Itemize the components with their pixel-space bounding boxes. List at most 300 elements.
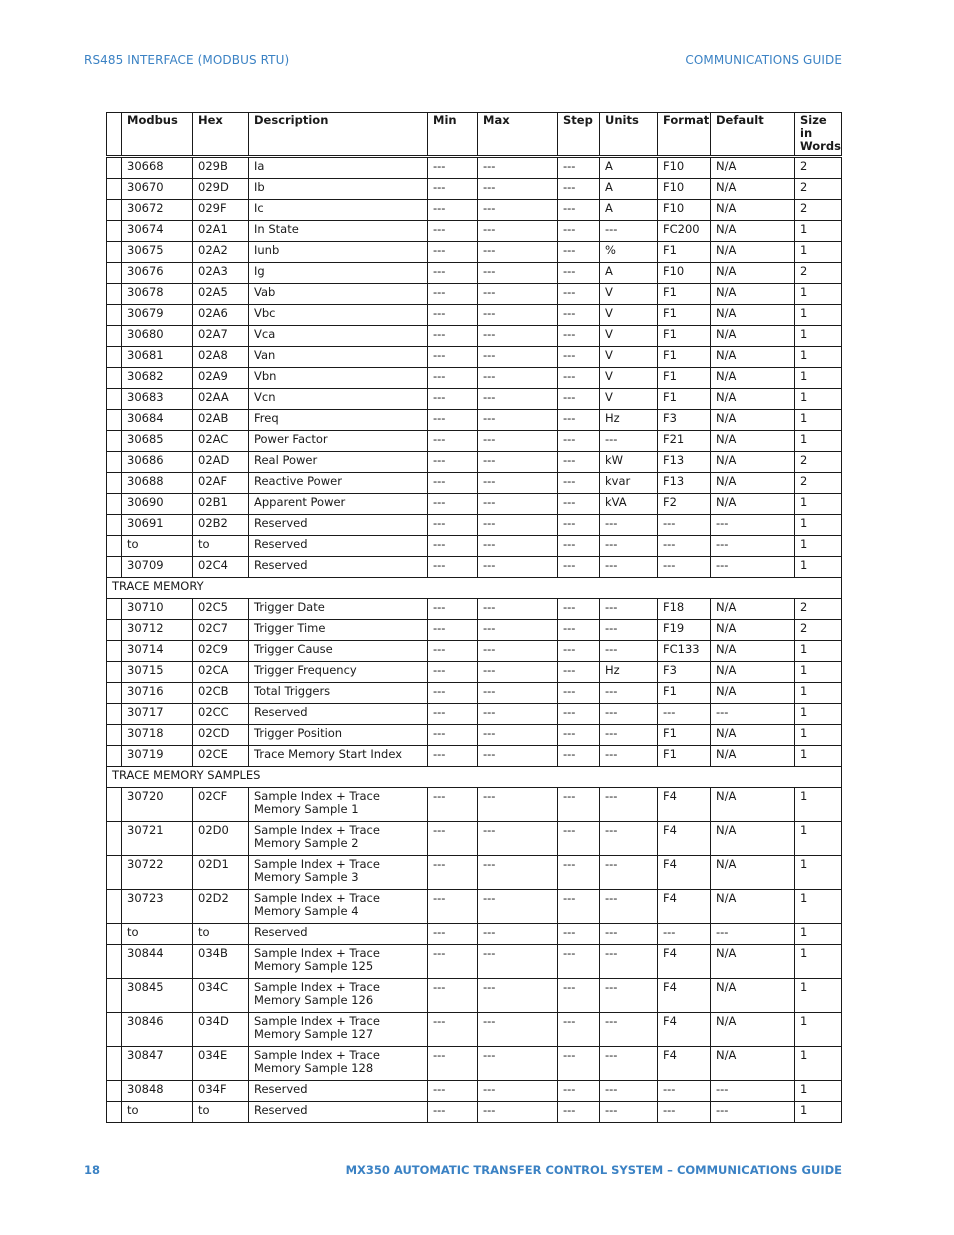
cell-modbus: 30685 [122, 431, 193, 452]
cell-format: F4 [658, 1013, 711, 1047]
cell-size-in-words: 1 [795, 347, 842, 368]
cell-step: --- [558, 179, 600, 200]
col-header-description: Description [249, 113, 428, 157]
cell-modbus: 30683 [122, 389, 193, 410]
cell-format: F1 [658, 368, 711, 389]
cell-format: F1 [658, 347, 711, 368]
cell-description: Reserved [249, 1081, 428, 1102]
row-gutter [107, 890, 122, 924]
cell-min: --- [428, 704, 478, 725]
cell-max: --- [478, 890, 558, 924]
cell-hex: 02A7 [193, 326, 249, 347]
cell-size-in-words: 1 [795, 683, 842, 704]
cell-modbus: 30844 [122, 945, 193, 979]
row-gutter [107, 494, 122, 515]
cell-size-in-words: 1 [795, 890, 842, 924]
cell-size-in-words: 1 [795, 1013, 842, 1047]
cell-default: N/A [711, 890, 795, 924]
cell-hex: 02B2 [193, 515, 249, 536]
cell-units: --- [600, 890, 658, 924]
cell-modbus: 30846 [122, 1013, 193, 1047]
cell-size-in-words: 1 [795, 746, 842, 767]
cell-min: --- [428, 641, 478, 662]
row-gutter [107, 242, 122, 263]
col-header-hex: Hex [193, 113, 249, 157]
cell-hex: 02CE [193, 746, 249, 767]
cell-modbus: 30714 [122, 641, 193, 662]
cell-default: N/A [711, 389, 795, 410]
cell-default: N/A [711, 856, 795, 890]
cell-min: --- [428, 410, 478, 431]
cell-units: V [600, 284, 658, 305]
cell-max: --- [478, 494, 558, 515]
cell-min: --- [428, 856, 478, 890]
cell-default: N/A [711, 945, 795, 979]
cell-max: --- [478, 725, 558, 746]
cell-size-in-words: 2 [795, 263, 842, 284]
cell-max: --- [478, 368, 558, 389]
cell-min: --- [428, 452, 478, 473]
cell-default: N/A [711, 599, 795, 620]
cell-step: --- [558, 200, 600, 221]
table-row [107, 347, 842, 368]
cell-format: FC133 [658, 641, 711, 662]
cell-units: A [600, 263, 658, 284]
table-row [107, 599, 842, 620]
cell-min: --- [428, 431, 478, 452]
cell-default: N/A [711, 746, 795, 767]
cell-hex: 034C [193, 979, 249, 1013]
cell-min: --- [428, 1013, 478, 1047]
cell-min: --- [428, 683, 478, 704]
table-row [107, 452, 842, 473]
cell-min: --- [428, 263, 478, 284]
cell-step: --- [558, 979, 600, 1013]
cell-step: --- [558, 1047, 600, 1081]
cell-min: --- [428, 1081, 478, 1102]
table-row [107, 221, 842, 242]
cell-min: --- [428, 924, 478, 945]
section-row [107, 578, 842, 599]
cell-default: N/A [711, 473, 795, 494]
cell-step: --- [558, 704, 600, 725]
cell-format: F1 [658, 242, 711, 263]
cell-default: N/A [711, 822, 795, 856]
page-number: 18 [84, 1163, 101, 1177]
cell-modbus: 30678 [122, 284, 193, 305]
cell-default: --- [711, 1102, 795, 1123]
cell-size-in-words: 1 [795, 410, 842, 431]
cell-min: --- [428, 979, 478, 1013]
cell-default: N/A [711, 368, 795, 389]
cell-description: Ib [249, 179, 428, 200]
cell-step: --- [558, 1081, 600, 1102]
cell-format: --- [658, 557, 711, 578]
cell-max: --- [478, 683, 558, 704]
cell-size-in-words: 2 [795, 599, 842, 620]
cell-min: --- [428, 200, 478, 221]
cell-step: --- [558, 662, 600, 683]
cell-units: --- [600, 536, 658, 557]
cell-hex: 02D0 [193, 822, 249, 856]
table-row [107, 788, 842, 822]
col-header-min: Min [428, 113, 478, 157]
row-gutter [107, 704, 122, 725]
cell-format: F4 [658, 890, 711, 924]
cell-modbus: 30684 [122, 410, 193, 431]
cell-max: --- [478, 599, 558, 620]
cell-hex: 02CA [193, 662, 249, 683]
cell-default: N/A [711, 200, 795, 221]
cell-format: F18 [658, 599, 711, 620]
cell-format: F1 [658, 683, 711, 704]
cell-step: --- [558, 1013, 600, 1047]
cell-hex: 02C4 [193, 557, 249, 578]
cell-hex: 02A3 [193, 263, 249, 284]
row-gutter [107, 788, 122, 822]
table-row [107, 410, 842, 431]
cell-max: --- [478, 515, 558, 536]
cell-size-in-words: 1 [795, 1047, 842, 1081]
cell-step: --- [558, 557, 600, 578]
cell-default: --- [711, 557, 795, 578]
section-row [107, 767, 842, 788]
cell-description: In State [249, 221, 428, 242]
cell-hex: 02CB [193, 683, 249, 704]
col-header-max: Max [478, 113, 558, 157]
col-header-size-in-words: Size in Words [795, 113, 842, 157]
cell-modbus: 30676 [122, 263, 193, 284]
cell-hex: to [193, 536, 249, 557]
cell-units: --- [600, 641, 658, 662]
cell-modbus: 30672 [122, 200, 193, 221]
cell-size-in-words: 1 [795, 641, 842, 662]
cell-modbus: 30712 [122, 620, 193, 641]
row-gutter [107, 620, 122, 641]
cell-units: V [600, 305, 658, 326]
table-row [107, 856, 842, 890]
section-label: TRACE MEMORY [107, 578, 842, 599]
cell-default: N/A [711, 1013, 795, 1047]
table-row [107, 746, 842, 767]
table-row [107, 326, 842, 347]
cell-modbus: 30686 [122, 452, 193, 473]
cell-description: Sample Index + Trace Memory Sample 2 [249, 822, 428, 856]
cell-units: --- [600, 683, 658, 704]
cell-min: --- [428, 347, 478, 368]
section-label: TRACE MEMORY SAMPLES [107, 767, 842, 788]
cell-default: N/A [711, 641, 795, 662]
cell-description: Sample Index + Trace Memory Sample 3 [249, 856, 428, 890]
cell-description: Power Factor [249, 431, 428, 452]
cell-hex: 029F [193, 200, 249, 221]
cell-hex: 02B1 [193, 494, 249, 515]
row-gutter [107, 641, 122, 662]
row-gutter [107, 557, 122, 578]
table-row [107, 683, 842, 704]
cell-modbus: 30675 [122, 242, 193, 263]
cell-units: --- [600, 945, 658, 979]
cell-step: --- [558, 389, 600, 410]
cell-format: F3 [658, 410, 711, 431]
cell-modbus: to [122, 536, 193, 557]
cell-units: % [600, 242, 658, 263]
footer-title: MX350 AUTOMATIC TRANSFER CONTROL SYSTEM – COMMUNICATIONS GUIDE [345, 1163, 842, 1177]
cell-size-in-words: 2 [795, 620, 842, 641]
row-gutter [107, 515, 122, 536]
cell-default: --- [711, 924, 795, 945]
cell-min: --- [428, 557, 478, 578]
cell-default: N/A [711, 620, 795, 641]
cell-description: Sample Index + Trace Memory Sample 1 [249, 788, 428, 822]
cell-default: N/A [711, 788, 795, 822]
cell-min: --- [428, 945, 478, 979]
cell-description: Vbn [249, 368, 428, 389]
cell-default: N/A [711, 410, 795, 431]
cell-format: F1 [658, 746, 711, 767]
row-gutter [107, 746, 122, 767]
cell-modbus: 30670 [122, 179, 193, 200]
cell-units: --- [600, 746, 658, 767]
cell-max: --- [478, 473, 558, 494]
table-row [107, 725, 842, 746]
cell-min: --- [428, 284, 478, 305]
cell-default: N/A [711, 242, 795, 263]
cell-max: --- [478, 1047, 558, 1081]
cell-max: --- [478, 979, 558, 1013]
row-gutter [107, 157, 122, 179]
row-gutter [107, 662, 122, 683]
cell-step: --- [558, 924, 600, 945]
row-gutter [107, 856, 122, 890]
col-header-step: Step [558, 113, 600, 157]
cell-min: --- [428, 221, 478, 242]
row-gutter [107, 1047, 122, 1081]
cell-format: --- [658, 924, 711, 945]
row-gutter [107, 822, 122, 856]
cell-format: F4 [658, 979, 711, 1013]
cell-max: --- [478, 410, 558, 431]
cell-hex: 034F [193, 1081, 249, 1102]
cell-description: Reserved [249, 515, 428, 536]
cell-step: --- [558, 368, 600, 389]
cell-description: Sample Index + Trace Memory Sample 128 [249, 1047, 428, 1081]
cell-description: Total Triggers [249, 683, 428, 704]
cell-description: Trigger Time [249, 620, 428, 641]
cell-default: N/A [711, 263, 795, 284]
cell-modbus: 30710 [122, 599, 193, 620]
cell-hex: 02C7 [193, 620, 249, 641]
cell-description: Vcn [249, 389, 428, 410]
cell-modbus: 30720 [122, 788, 193, 822]
cell-description: Freq [249, 410, 428, 431]
cell-min: --- [428, 890, 478, 924]
row-gutter [107, 536, 122, 557]
cell-hex: 02CD [193, 725, 249, 746]
cell-step: --- [558, 725, 600, 746]
cell-size-in-words: 1 [795, 788, 842, 822]
row-gutter [107, 326, 122, 347]
cell-max: --- [478, 284, 558, 305]
cell-units: --- [600, 1102, 658, 1123]
cell-description: Trigger Position [249, 725, 428, 746]
cell-units: A [600, 200, 658, 221]
cell-format: FC200 [658, 221, 711, 242]
cell-format: F10 [658, 200, 711, 221]
table-row [107, 1013, 842, 1047]
cell-description: Sample Index + Trace Memory Sample 4 [249, 890, 428, 924]
cell-size-in-words: 1 [795, 924, 842, 945]
cell-description: Trigger Frequency [249, 662, 428, 683]
cell-format: F10 [658, 179, 711, 200]
cell-modbus: 30845 [122, 979, 193, 1013]
row-gutter [107, 263, 122, 284]
cell-description: Vab [249, 284, 428, 305]
cell-modbus: 30709 [122, 557, 193, 578]
cell-step: --- [558, 599, 600, 620]
gutter-header [107, 113, 122, 157]
table-row [107, 620, 842, 641]
cell-modbus: 30722 [122, 856, 193, 890]
cell-units: A [600, 179, 658, 200]
cell-size-in-words: 1 [795, 242, 842, 263]
table-row [107, 157, 842, 179]
cell-description: Ic [249, 200, 428, 221]
cell-default: --- [711, 536, 795, 557]
cell-max: --- [478, 536, 558, 557]
cell-step: --- [558, 452, 600, 473]
cell-description: Trace Memory Start Index [249, 746, 428, 767]
cell-step: --- [558, 620, 600, 641]
row-gutter [107, 924, 122, 945]
cell-units: kVA [600, 494, 658, 515]
cell-default: --- [711, 1081, 795, 1102]
cell-size-in-words: 1 [795, 221, 842, 242]
cell-max: --- [478, 326, 558, 347]
cell-step: --- [558, 305, 600, 326]
row-gutter [107, 979, 122, 1013]
row-gutter [107, 945, 122, 979]
cell-size-in-words: 1 [795, 662, 842, 683]
modbus-register-table [106, 112, 842, 1123]
cell-min: --- [428, 242, 478, 263]
cell-description: Van [249, 347, 428, 368]
cell-min: --- [428, 788, 478, 822]
cell-hex: 029B [193, 157, 249, 179]
cell-max: --- [478, 221, 558, 242]
cell-step: --- [558, 157, 600, 179]
cell-step: --- [558, 822, 600, 856]
cell-hex: 02AD [193, 452, 249, 473]
cell-description: Sample Index + Trace Memory Sample 127 [249, 1013, 428, 1047]
row-gutter [107, 431, 122, 452]
cell-hex: 02A1 [193, 221, 249, 242]
cell-max: --- [478, 856, 558, 890]
cell-hex: 02C9 [193, 641, 249, 662]
cell-step: --- [558, 221, 600, 242]
cell-description: Reactive Power [249, 473, 428, 494]
col-header-default: Default [711, 113, 795, 157]
cell-format: F10 [658, 263, 711, 284]
cell-modbus: 30679 [122, 305, 193, 326]
cell-units: --- [600, 1047, 658, 1081]
cell-hex: 02A6 [193, 305, 249, 326]
table-row [107, 200, 842, 221]
cell-min: --- [428, 599, 478, 620]
table-row [107, 242, 842, 263]
table-header-row [107, 113, 842, 157]
cell-hex: 02AA [193, 389, 249, 410]
cell-hex: 034E [193, 1047, 249, 1081]
cell-step: --- [558, 683, 600, 704]
cell-size-in-words: 1 [795, 284, 842, 305]
row-gutter [107, 473, 122, 494]
cell-size-in-words: 1 [795, 1081, 842, 1102]
cell-max: --- [478, 704, 558, 725]
table-row [107, 263, 842, 284]
cell-min: --- [428, 536, 478, 557]
cell-description: Reserved [249, 704, 428, 725]
cell-format: --- [658, 1081, 711, 1102]
cell-default: N/A [711, 725, 795, 746]
cell-units: Hz [600, 662, 658, 683]
cell-format: F10 [658, 157, 711, 179]
cell-size-in-words: 1 [795, 326, 842, 347]
cell-hex: 02A5 [193, 284, 249, 305]
cell-hex: 02CF [193, 788, 249, 822]
row-gutter [107, 452, 122, 473]
cell-min: --- [428, 822, 478, 856]
table-row [107, 1081, 842, 1102]
cell-default: N/A [711, 662, 795, 683]
cell-step: --- [558, 284, 600, 305]
table-row [107, 473, 842, 494]
cell-hex: 02A2 [193, 242, 249, 263]
cell-max: --- [478, 924, 558, 945]
cell-min: --- [428, 1047, 478, 1081]
cell-min: --- [428, 746, 478, 767]
cell-step: --- [558, 788, 600, 822]
cell-hex: to [193, 1102, 249, 1123]
cell-hex: 034D [193, 1013, 249, 1047]
cell-step: --- [558, 242, 600, 263]
cell-size-in-words: 1 [795, 368, 842, 389]
cell-hex: 02D1 [193, 856, 249, 890]
cell-step: --- [558, 746, 600, 767]
cell-description: Ig [249, 263, 428, 284]
cell-size-in-words: 2 [795, 452, 842, 473]
cell-modbus: 30847 [122, 1047, 193, 1081]
cell-description: Vca [249, 326, 428, 347]
cell-max: --- [478, 1013, 558, 1047]
cell-default: --- [711, 704, 795, 725]
cell-min: --- [428, 305, 478, 326]
cell-format: F13 [658, 452, 711, 473]
cell-max: --- [478, 641, 558, 662]
cell-units: --- [600, 856, 658, 890]
cell-units: --- [600, 924, 658, 945]
cell-size-in-words: 1 [795, 389, 842, 410]
cell-description: Sample Index + Trace Memory Sample 126 [249, 979, 428, 1013]
cell-format: F1 [658, 326, 711, 347]
cell-description: Real Power [249, 452, 428, 473]
cell-default: N/A [711, 452, 795, 473]
table-row [107, 389, 842, 410]
row-gutter [107, 410, 122, 431]
col-header-modbus: Modbus [122, 113, 193, 157]
row-gutter [107, 1081, 122, 1102]
table-row [107, 641, 842, 662]
